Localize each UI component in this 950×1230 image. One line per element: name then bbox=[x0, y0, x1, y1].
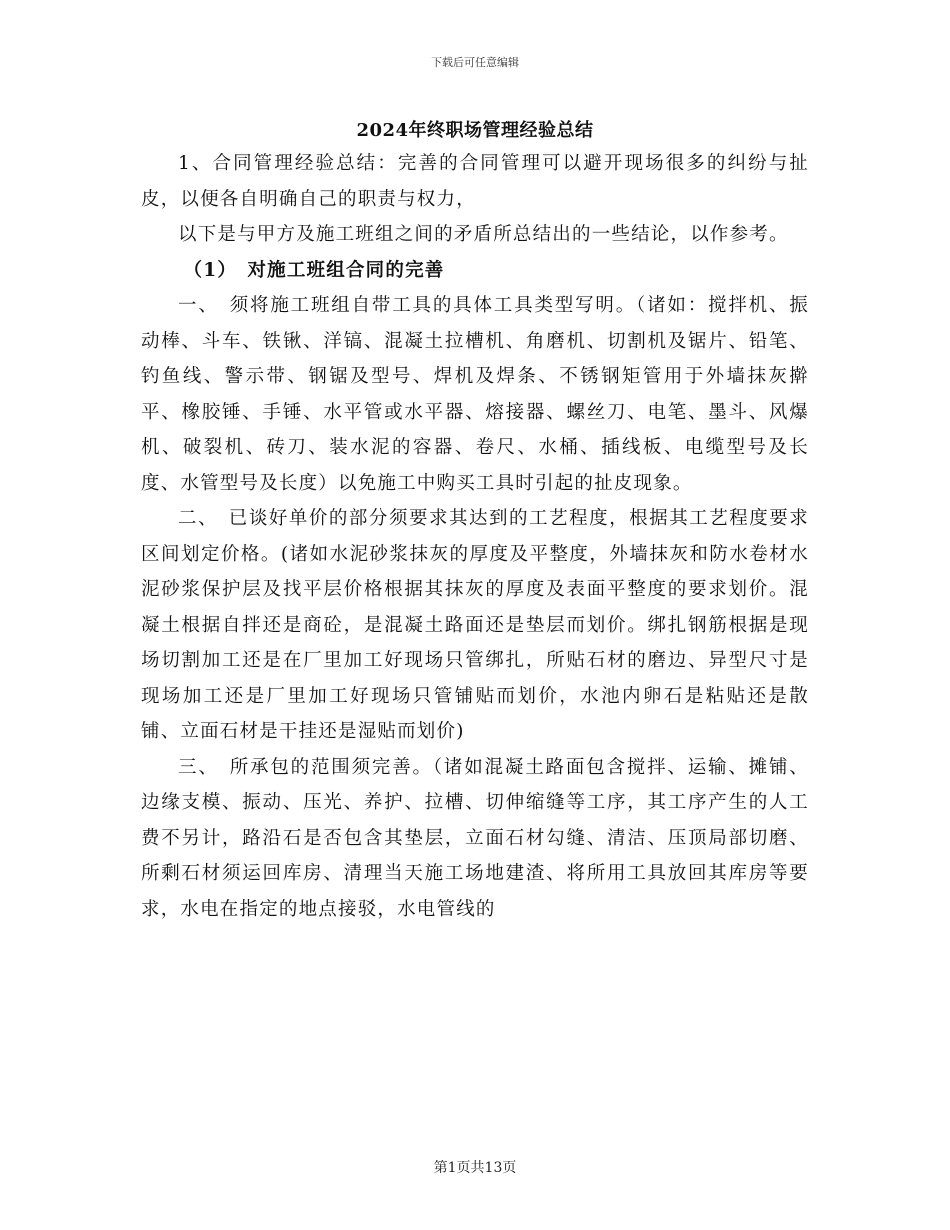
paragraph-intro: 以下是与甲方及施工班组之间的矛盾所总结出的一些结论，以作参考。 bbox=[178, 224, 789, 245]
paragraph-item-3: 三、 所承包的范围须完善。（诸如混凝土路面包含搅拌、运输、摊铺、边缘支模、振动、压光、养护、拉槽、切伸缩缝等工序，其工序产生的人工费不另计，路沿石是否包含其垫层，立面石材勾缝、清洁、压顶局部切磨、所剩石材须运回库房、清理当天施工场地建渣、将所用工具放回其库房等要求，水电在指定的地点接驳，水电管线的 bbox=[141, 756, 809, 920]
document-body bbox=[141, 146, 809, 927]
paragraph-item-2: 二、 已谈好单价的部分须要求其达到的工艺程度，根据其工艺程度要求区间划定价格。(诸如水泥砂浆抹灰的厚度及平整度，外墙抹灰和防水卷材水泥砂浆保护层及找平层价格根据其抹灰的厚度及表面平整度的要求划价。混凝土根据自拌还是商砼，是混凝土路面还是垫层而划价。绑扎钢筋根据是现场切割加工还是在厂里加工好现场只管绑扎，所贴石材的磨边、异型尺寸是现场加工还是厂里加工好现场只管铺贴而划价，水池内卵石是粘贴还是散铺、立面石材是干挂还是湿贴而划价) bbox=[141, 508, 809, 742]
paragraph-contract-summary: 1、合同管理经验总结：完善的合同管理可以避开现场很多的纠纷与扯皮，以便各自明确自己的职责与权力， bbox=[141, 153, 809, 210]
paragraph-item-1: 一、 须将施工班组自带工具的具体工具类型写明。（诸如：搅拌机、振动棒、斗车、铁锹、洋镐、混凝土拉槽机、角磨机、切割机及锯片、铅笔、钓鱼线、警示带、钢锯及型号、焊机及焊条、不锈钢矩管用于外墙抹灰擀平、橡胶锤、手锤、水平管或水平器、熔接器、螺丝刀、电笔、墨斗、风爆机、破裂机、砖刀、装水泥的容器、卷尺、水桶、插线板、电缆型号及长度、水管型号及长度）以免施工中购买工具时引起的扯皮现象。 bbox=[141, 295, 809, 494]
document-title: 2024年终职场管理经验总结 bbox=[356, 120, 594, 141]
section-heading: （1） 对施工班组合同的完善 bbox=[183, 259, 445, 281]
page-footer: 第1页共13页 bbox=[433, 1160, 517, 1176]
header-note: 下载后可任意编辑 bbox=[431, 56, 519, 69]
